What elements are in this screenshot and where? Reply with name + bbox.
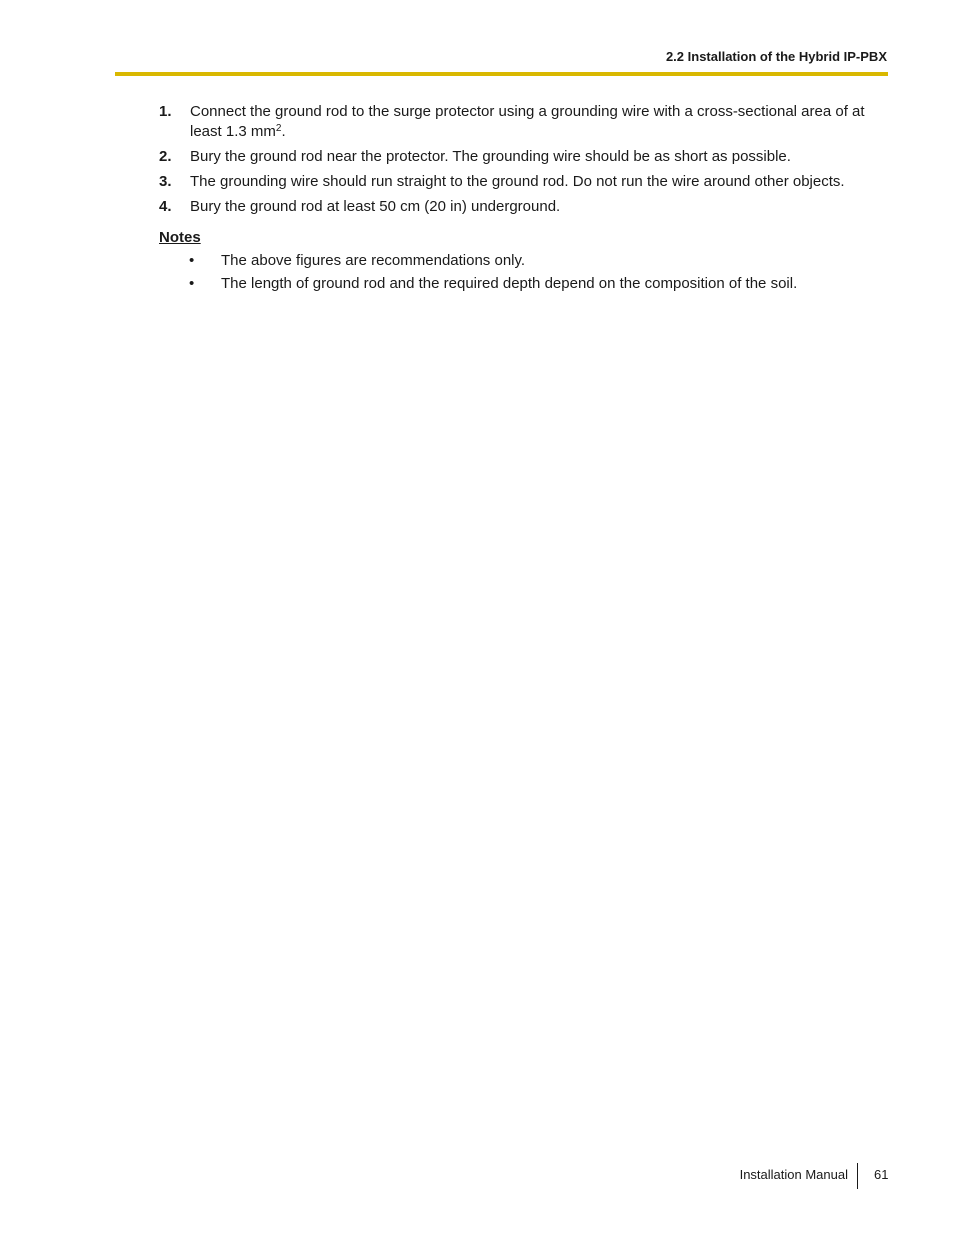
note-text: The length of ground rod and the required depth depend on the composition of the soil. [221, 275, 798, 292]
notes-heading: Notes [159, 229, 201, 246]
step-list [159, 102, 889, 222]
note-item [189, 274, 889, 294]
bullet-icon: • [189, 252, 195, 269]
note-text: The above figures are recommendations only. [221, 252, 526, 269]
footer-divider [857, 1163, 858, 1189]
bullet-icon: • [189, 275, 195, 292]
footer-manual-label: Installation Manual [739, 1167, 848, 1182]
header-rule [115, 72, 888, 76]
step-item [159, 102, 889, 142]
step-text: The grounding wire should run straight to the ground rod. Do not run the wire around other objects. [190, 173, 845, 190]
step-number: 2. [159, 148, 172, 165]
step-item [159, 172, 889, 192]
step-number: 1. [159, 103, 172, 120]
step-text: Bury the ground rod at least 50 cm (20 in) underground. [190, 198, 561, 215]
step-number: 4. [159, 198, 172, 215]
section-header-title: 2.2 Installation of the Hybrid IP-PBX [665, 49, 887, 64]
step-item [159, 147, 889, 167]
step-text: Connect the ground rod to the surge protector using a grounding wire with a cross-sectional area of at least 1.3 mm [190, 103, 865, 140]
notes-list [189, 251, 889, 297]
page-number: 61 [874, 1167, 889, 1182]
superscript: 2 [275, 123, 282, 134]
note-item [189, 251, 889, 271]
step-suffix: . [281, 123, 286, 140]
step-number: 3. [159, 173, 172, 190]
step-item [159, 197, 889, 217]
step-text: Bury the ground rod near the protector. The grounding wire should be as short as possible. [190, 148, 791, 165]
